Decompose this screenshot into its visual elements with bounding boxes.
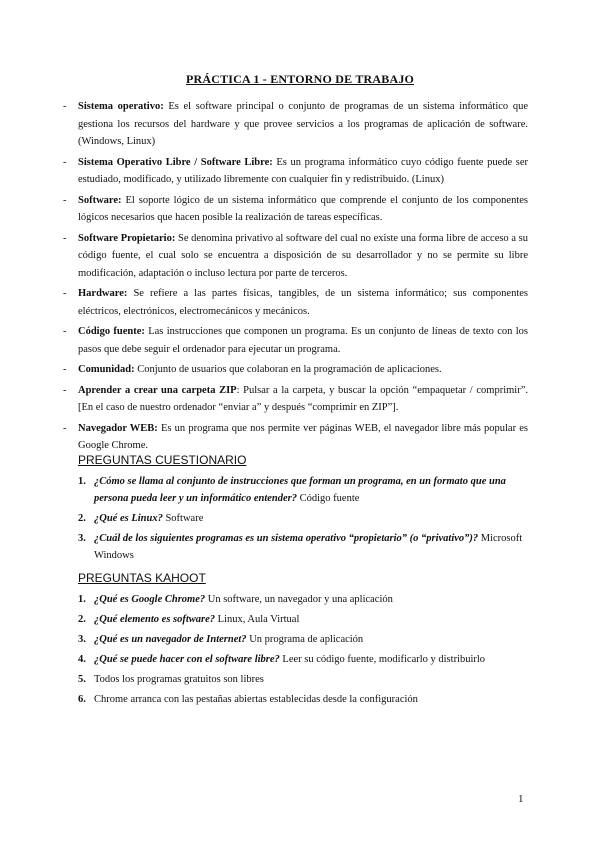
question-item (78, 611, 530, 628)
question-number: 1. (78, 476, 86, 487)
definition-text: Es un programa informático cuyo código fuente puede ser estudiado, modificado, y utilizado libremente con cualquier fin y redistribuido. (Linux) (78, 156, 528, 185)
definition-term: Sistema Operativo Libre / Software Libre: (78, 156, 273, 168)
question-number: 1. (78, 594, 86, 605)
definition-text: Las instrucciones que componen un programa. Es un conjunto de líneas de texto con los pasos que debe seguir el ordenador para ejecutar un programa. (78, 326, 528, 355)
definitions-list (78, 98, 528, 458)
section-heading-cuestionario: PREGUNTAS CUESTIONARIO (78, 453, 247, 467)
question-item (78, 591, 530, 608)
page-number: 1 (518, 793, 524, 805)
definition-text: : Pulsar a la carpeta, y buscar la opción “empaquetar / comprimir”. [En el caso de nuestro ordenador “enviar a” y después “comprimir en ZIP”]. (78, 384, 528, 413)
question-text: ¿Qué elemento es software? (94, 614, 216, 625)
question-number: 6. (78, 694, 86, 705)
definition-item (78, 420, 528, 455)
question-text: ¿Cuál de los siguientes programas es un sistema operativo “propietario” (o “privativo”)? (94, 533, 479, 544)
answer-text: Un programa de aplicación (246, 634, 364, 645)
answer-text: Código fuente (297, 493, 360, 504)
section-heading-kahoot: PREGUNTAS KAHOOT (78, 571, 206, 585)
kahoot-list (78, 591, 530, 711)
definition-text: El soporte lógico de un sistema informático que comprende el conjunto de los componentes lógicos necesarios que hacen posible la realización de tareas específicas. (78, 194, 528, 223)
question-text: ¿Cómo se llama al conjunto de instrucciones que forman un programa, en un formato que una persona pueda leer y un informático entender? (94, 476, 506, 504)
question-item (78, 473, 530, 507)
question-number: 2. (78, 513, 86, 524)
definition-text: Se denomina privativo al software del cual no existe una forma libre de acceso a su código fuente, el cual solo se encuentra a disposición de su desarrollador y no se permite su libre modificación, adaptación o incluso lectura por parte de terceros. (78, 232, 528, 279)
question-text: ¿Qué es Google Chrome? (94, 594, 206, 605)
definition-item (78, 361, 528, 379)
question-number: 2. (78, 614, 86, 625)
definition-term: Código fuente: (78, 326, 145, 337)
question-number: 3. (78, 533, 86, 544)
definition-item (78, 154, 528, 189)
question-item (78, 510, 530, 527)
definition-term: Comunidad: (78, 364, 135, 375)
question-item (78, 530, 530, 564)
question-item (78, 671, 530, 688)
definition-item (78, 192, 528, 227)
definition-term: Navegador WEB: (78, 422, 158, 434)
definition-term: Sistema operativo: (78, 101, 164, 112)
question-text: ¿Qué es un navegador de Internet? (94, 634, 247, 645)
answer-text: Software (162, 513, 204, 524)
page-title: PRÁCTICA 1 - ENTORNO DE TRABAJO (185, 72, 415, 86)
definition-text: Se refiere a las partes físicas, tangibles, de un sistema informático; sus componentes eléctricos, electrónicos, electromecánicos y mecánicos. (78, 288, 528, 317)
definition-item (78, 230, 528, 283)
definition-text: Conjunto de usuarios que colaboran en la programación de aplicaciones. (134, 364, 442, 375)
question-item (78, 691, 530, 708)
definition-text: Es el software principal o conjunto de programas de un sistema informático que gestiona los recursos del hardware y que provee servicios a los programas de aplicación de software. (Windows, Linux) (78, 101, 528, 147)
definition-item (78, 285, 528, 320)
answer-text: Chrome arranca con las pestañas abiertas establecidas desde la configuración (94, 694, 418, 705)
question-item (78, 631, 530, 648)
answer-text: Un software, un navegador y una aplicación (205, 594, 393, 605)
definition-item (78, 382, 528, 417)
definition-term: Aprender a crear una carpeta ZIP (78, 384, 237, 396)
question-item (78, 651, 530, 668)
question-number: 5. (78, 674, 86, 685)
answer-text: Microsoft Windows (94, 533, 523, 561)
question-text: ¿Qué es Linux? (94, 513, 163, 524)
question-number: 3. (78, 634, 86, 645)
answer-text: Leer su código fuente, modificarlo y distribuirlo (279, 654, 486, 665)
answer-text: Linux, Aula Virtual (215, 614, 300, 625)
answer-text: Todos los programas gratuitos son libres (94, 674, 264, 685)
question-text: ¿Qué se puede hacer con el software libre? (94, 654, 280, 665)
question-number: 4. (78, 654, 86, 665)
definition-item (78, 323, 528, 358)
definition-term: Software Propietario: (78, 232, 176, 244)
definition-item (78, 98, 528, 151)
definition-text: Es un programa que nos permite ver páginas WEB, el navegador libre más popular es Google Chrome. (78, 422, 528, 451)
definition-term: Hardware: (78, 288, 128, 299)
cuestionario-list (78, 473, 530, 567)
definition-term: Software: (78, 194, 122, 206)
